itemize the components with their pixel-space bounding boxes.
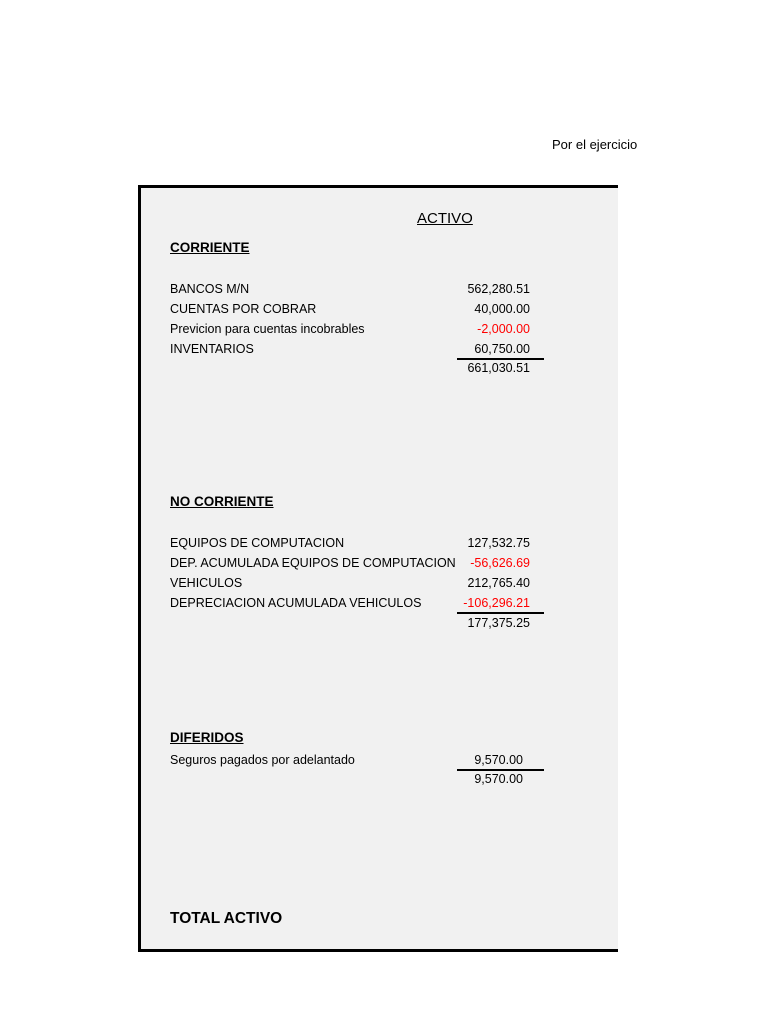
row-amount: 212,765.40: [467, 576, 530, 590]
activo-heading: ACTIVO: [417, 210, 473, 227]
row-label: DEP. ACUMULADA EQUIPOS DE COMPUTACION: [170, 556, 456, 570]
subtotal-rule: [457, 612, 544, 614]
row-label: EQUIPOS DE COMPUTACION: [170, 536, 345, 550]
row-amount: 562,280.51: [467, 282, 530, 296]
row-label: DEPRECIACION ACUMULADA VEHICULOS: [170, 596, 422, 610]
subtotal-rule: [457, 358, 544, 360]
row-amount: 60,750.00: [474, 342, 530, 356]
row-amount-negative: -2,000.00: [477, 322, 530, 336]
balance-sheet-panel: [138, 185, 618, 952]
row-label: VEHICULOS: [170, 576, 243, 590]
period-note: Por el ejercicio: [552, 137, 638, 152]
subtotal-corriente: 661,030.51: [467, 361, 530, 375]
subtotal-diferidos: 9,570.00: [474, 772, 523, 786]
row-label: Seguros pagados por adelantado: [170, 753, 355, 767]
row-amount: 40,000.00: [474, 302, 530, 316]
row-label: BANCOS M/N: [170, 282, 250, 296]
total-activo-label: TOTAL ACTIVO: [170, 910, 283, 927]
section-no-corriente-title: NO CORRIENTE: [170, 494, 274, 509]
row-amount: 127,532.75: [467, 536, 530, 550]
subtotal-rule: [457, 769, 544, 771]
subtotal-no-corriente: 177,375.25: [467, 616, 530, 630]
row-label: CUENTAS POR COBRAR: [170, 302, 317, 316]
section-diferidos-title: DIFERIDOS: [170, 730, 244, 745]
row-label: Previcion para cuentas incobrables: [170, 322, 365, 336]
section-corriente-title: CORRIENTE: [170, 240, 250, 255]
row-label: INVENTARIOS: [170, 342, 254, 356]
row-amount: 9,570.00: [474, 753, 523, 767]
row-amount-negative: -106,296.21: [463, 596, 530, 610]
row-amount-negative: -56,626.69: [470, 556, 530, 570]
